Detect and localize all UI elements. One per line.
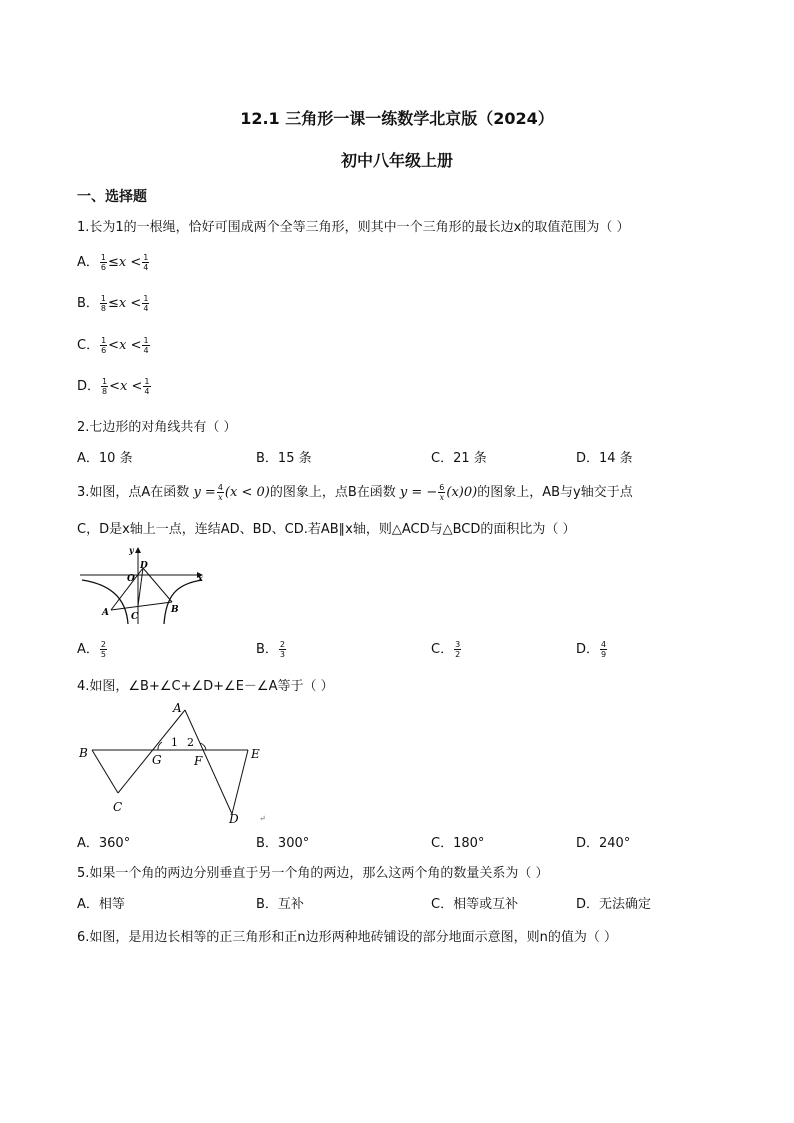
option-label: D． (77, 379, 101, 394)
label-o: O (127, 574, 135, 584)
label-a: A (173, 701, 182, 715)
q3-option-c: C． $\frac{3}{2}$ (431, 640, 461, 659)
q3-figure (78, 544, 208, 626)
question-3-stem-line1: 3.如图，点A在函数 y = $\frac{4}{x}$ (x < 0)的图象上，点B在函数 y = − $\frac{6}{x}$ (x)0)的图象上，AB与y轴交于点 (77, 483, 633, 502)
question-3-stem-line2: C，D是x轴上一点，连结AD、BD、CD.若AB∥x轴，则△ACD与△BCD的面积比为（ ） (77, 522, 576, 537)
q3-option-a: A． $\frac{2}{5}$ (77, 640, 106, 659)
q5-option-d: D．无法确定 (576, 897, 652, 912)
option-label: B． (256, 642, 278, 657)
q1-option-d: D． $\frac{1}{8}$ <x < $\frac{1}{4}$ (77, 377, 150, 396)
option-label: D． (576, 642, 600, 657)
page-subtitle: 初中八年级上册 (340, 151, 453, 170)
q3-option-b: B． $\frac{2}{3}$ (256, 640, 286, 659)
option-label: B． (77, 296, 99, 311)
question-4-stem: 4.如图，∠B+∠C+∠D+∠E－∠A等于（ ） (77, 679, 334, 694)
question-2-stem: 2.七边形的对角线共有（ ） (77, 420, 237, 435)
label-e: E (251, 747, 260, 761)
label-c: C (131, 612, 139, 622)
option-label: C． (77, 338, 100, 353)
option-label: A． (77, 642, 99, 657)
q4-option-c: C．180° (431, 836, 485, 851)
label-b: B (171, 605, 179, 615)
q5-option-b: B．互补 (256, 897, 304, 912)
segment-ca (118, 710, 185, 793)
return-mark-icon: ↵ (259, 814, 266, 823)
q1-option-b: B． $\frac{1}{8}$ ≤x < $\frac{1}{4}$ (77, 294, 149, 313)
page-title: 12.1 三角形一课一练数学北京版（2024） (240, 109, 554, 128)
q4-option-b: B．300° (256, 836, 310, 851)
q4-option-a: A．360° (77, 836, 131, 851)
label-b: B (79, 746, 88, 760)
segment-ab (111, 602, 172, 610)
label-y: y (129, 545, 134, 555)
segment-bc (92, 750, 118, 793)
label-g: G (152, 753, 162, 767)
q2-option-c: C．21 条 (431, 451, 487, 466)
segment-ad (185, 710, 232, 814)
y-axis-arrow (135, 547, 141, 553)
section-heading: 一、选择题 (77, 189, 147, 205)
label-x: x (198, 573, 203, 583)
label-a: A (102, 608, 109, 618)
q5-option-a: A．相等 (77, 897, 125, 912)
label-d: D (229, 812, 239, 824)
segment-bd (143, 568, 172, 602)
question-1-stem: 1.长为1的一根绳，恰好可围成两个全等三角形，则其中一个三角形的最长边x的取值范围为（ ） (77, 220, 630, 235)
q1-option-a: A． $\frac{1}{6}$ ≤x < $\frac{1}{4}$ (77, 253, 149, 272)
q5-option-c: C．相等或互补 (431, 897, 519, 912)
segment-de (232, 750, 248, 814)
label-c: C (113, 800, 123, 814)
q2-option-a: A．10 条 (77, 451, 133, 466)
option-label: A． (77, 255, 99, 270)
q4-option-d: D．240° (576, 836, 631, 851)
q3-option-d: D． $\frac{4}{9}$ (576, 640, 607, 659)
q2-option-b: B．15 条 (256, 451, 312, 466)
label-f: F (194, 754, 203, 768)
label-angle-1: 1 (171, 736, 178, 749)
q1-option-c: C． $\frac{1}{6}$ <x < $\frac{1}{4}$ (77, 336, 149, 355)
question-6-stem: 6.如图，是用边长相等的正三角形和正n边形两种地砖铺设的部分地面示意图，则n的值为（ ） (77, 930, 618, 945)
label-angle-2: 2 (187, 736, 194, 749)
question-5-stem: 5.如果一个角的两边分别垂直于另一个角的两边，那么这两个角的数量关系为（ ） (77, 866, 549, 881)
q4-figure (76, 700, 276, 824)
q2-option-d: D．14 条 (576, 451, 633, 466)
option-label: C． (431, 642, 454, 657)
label-d: D (140, 561, 148, 571)
